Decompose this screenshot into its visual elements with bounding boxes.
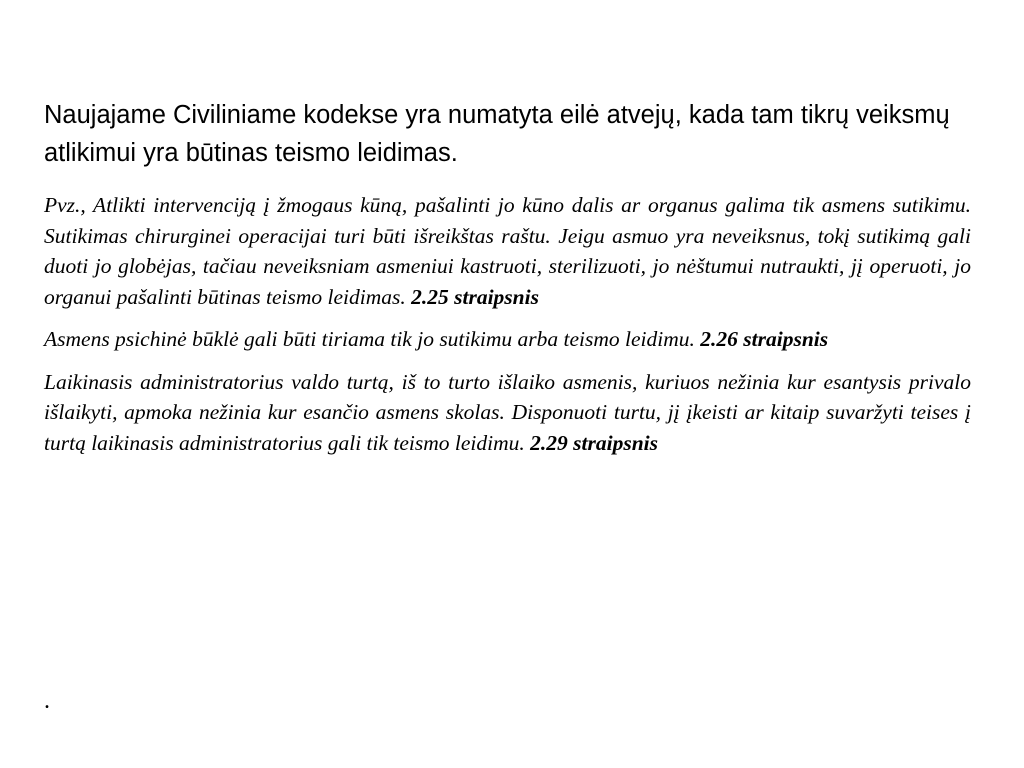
article-reference: 2.26 straipsnis <box>700 327 829 351</box>
paragraph-intervention <box>44 190 971 312</box>
article-reference: 2.29 straipsnis <box>530 430 659 455</box>
paragraph-administrator <box>44 367 971 459</box>
footer-mark: . <box>44 688 50 714</box>
paragraph-mental-state <box>44 324 971 355</box>
article-reference: 2.25 straipsnis <box>411 284 539 309</box>
slide-heading: Naujajame Civiliniame kodekse yra numatyta eilė atvejų, kada tam tikrų veiksmų atlikimui yra būtinas teismo leidimas. <box>44 101 950 167</box>
paragraph-text: Asmens psichinė būklė gali būti tiriama tik jo sutikimu arba teismo leidimu. <box>44 327 701 351</box>
slide-body <box>44 190 971 470</box>
paragraph-text: Laikinasis administratorius valdo turtą, iš to turto išlaiko asmenis, kuriuos nežinia kur esantysis privalo išlaikyti, apmoka nežinia kur esančio asmens skolas. Disponuoti turtu, jį įkeisti ar kitaip suvaržyti teises į turtą laikinasis administratorius gali tik teismo leidimu. <box>44 369 971 455</box>
paragraph-text: Pvz., Atlikti intervenciją į žmogaus kūną, pašalinti jo kūno dalis ar organus galima tik asmens sutikimu. Sutikimas chirurginei operacijai turi būti išreikštas raštu. Jeigu asmuo yra neveiksnus, tokį sutikimą gali duoti jo globėjas, tačiau neveiksniam asmeniui kastruoti, sterilizuoti, jo nėštumui nutraukti, jį operuoti, jo organui pašalinti būtinas teismo leidimas. <box>44 193 971 309</box>
